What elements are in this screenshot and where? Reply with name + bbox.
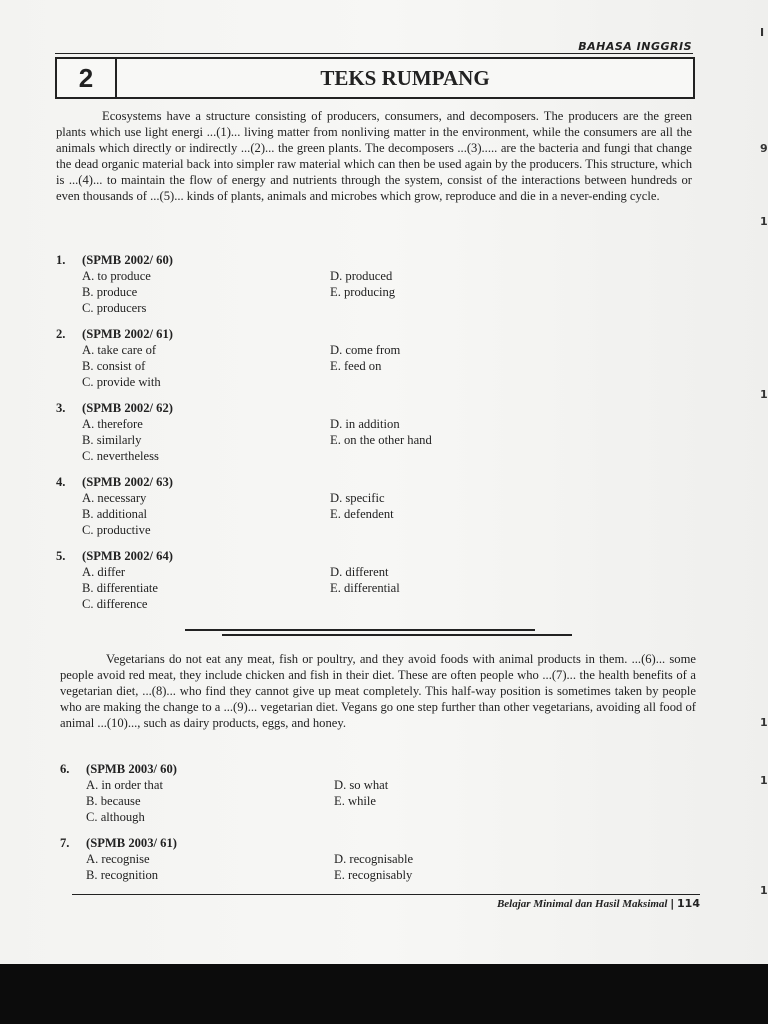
section-divider xyxy=(222,634,572,636)
edge-mark: 1 xyxy=(760,215,768,228)
answer-option: C. producers xyxy=(82,301,147,315)
question-source: (SPMB 2002/ 60) xyxy=(82,253,173,267)
footer-rule xyxy=(72,894,700,895)
answer-option: C. difference xyxy=(82,597,148,611)
edge-mark: 1 xyxy=(760,716,768,729)
answer-option: E. producing xyxy=(330,285,396,299)
question-number: 4. xyxy=(56,475,66,489)
reading-passage-1: Ecosystems have a structure consisting of producers, consumers, and decomposers. The producers are the green plants which use light energi ...(1)... living matter from nonliving matter in the environment, while the consumers are all the animals which directly or indirectly ...(2)... the green plants. The decomposers ...(3)..... are the bacteria and fungi that change the dead organic material back into simpler raw material which can then be used again by the producers. This structure, which is ...(4)... to maintain the flow of energy and nutrients through the system, consist of the interactions between hundreds or even thousands of ...(5)... kinds of plants, animals and microbes which grow, reproduce and die in a never-ending cycle. xyxy=(56,109,692,203)
chapter-number: 2 xyxy=(57,59,117,97)
answer-option: B. differentiate xyxy=(82,581,158,595)
question-item xyxy=(56,548,616,612)
answer-option: D. come from xyxy=(330,343,401,357)
answer-option: D. so what xyxy=(334,778,389,792)
question-source: (SPMB 2002/ 64) xyxy=(82,549,173,563)
answer-option: A. recognise xyxy=(86,852,150,866)
answer-option: E. feed on xyxy=(330,359,382,373)
answer-option: B. similarly xyxy=(82,433,142,447)
question-source: (SPMB 2002/ 62) xyxy=(82,401,173,415)
answer-option: E. differential xyxy=(330,581,400,595)
question-number: 6. xyxy=(60,762,70,776)
answer-option: B. because xyxy=(86,794,141,808)
question-number: 1. xyxy=(56,253,66,267)
answer-option: D. recognisable xyxy=(334,852,414,866)
scan-bottom-band xyxy=(0,964,768,1024)
chapter-heading-box xyxy=(55,57,695,99)
answer-option: E. defendent xyxy=(330,507,394,521)
subject-header: BAHASA INGGRIS xyxy=(578,40,692,53)
question-item xyxy=(56,252,616,316)
answer-option: B. consist of xyxy=(82,359,146,373)
answer-option: E. while xyxy=(334,794,376,808)
answer-option: C. nevertheless xyxy=(82,449,159,463)
question-source: (SPMB 2003/ 61) xyxy=(86,836,177,850)
answer-option: D. in addition xyxy=(330,417,400,431)
question-source: (SPMB 2003/ 60) xyxy=(86,762,177,776)
answer-option: A. to produce xyxy=(82,269,151,283)
question-source: (SPMB 2002/ 63) xyxy=(82,475,173,489)
answer-option: D. specific xyxy=(330,491,385,505)
answer-option: A. necessary xyxy=(82,491,147,505)
question-item xyxy=(60,761,620,825)
footer-separator: | xyxy=(670,897,675,910)
reading-passage-2: Vegetarians do not eat any meat, fish or poultry, and they avoid foods with animal products in them. ...(6)... some people avoid red meat, they include chicken and fish in their diet. These are often people who ...(7)... the health benefits of a vegetarian diet, ...(8)... who find they cannot give up meat completely. This half-way position is sometimes taken by people who are making the change to a ...(9)... vegetarian diet. Vegans go one step further than other vegetarians, avoiding all food of animal ...(10)..., such as dairy products, eggs, and honey. xyxy=(60,652,696,730)
edge-mark: I xyxy=(760,26,765,39)
answer-option: B. additional xyxy=(82,507,148,521)
answer-option: A. in order that xyxy=(86,778,163,792)
edge-mark: 1 xyxy=(760,774,768,787)
question-number: 7. xyxy=(60,836,70,850)
chapter-title: TEKS RUMPANG xyxy=(320,65,490,90)
question-item xyxy=(56,400,616,464)
question-number: 5. xyxy=(56,549,66,563)
footer-slogan: Belajar Minimal dan Hasil Maksimal xyxy=(496,898,668,910)
answer-option: A. therefore xyxy=(82,417,143,431)
question-source: (SPMB 2002/ 61) xyxy=(82,327,173,341)
answer-option: A. differ xyxy=(82,565,126,579)
edge-mark: 1 xyxy=(760,388,768,401)
answer-option: C. productive xyxy=(82,523,151,537)
answer-option: A. take care of xyxy=(82,343,157,357)
answer-option: D. produced xyxy=(330,269,393,283)
question-number: 3. xyxy=(56,401,66,415)
question-item xyxy=(56,474,616,538)
answer-option: D. different xyxy=(330,565,389,579)
header-rule xyxy=(55,53,693,54)
answer-option: E. recognisably xyxy=(334,868,413,882)
question-item xyxy=(56,326,616,390)
answer-option: B. recognition xyxy=(86,868,159,882)
answer-option: B. produce xyxy=(82,285,138,299)
page-footer xyxy=(497,897,700,910)
question-item xyxy=(60,835,620,883)
answer-option: C. although xyxy=(86,810,145,824)
question-number: 2. xyxy=(56,327,66,341)
answer-option: C. provide with xyxy=(82,375,161,389)
page-number: 114 xyxy=(677,897,700,910)
edge-mark: 1 xyxy=(760,884,768,897)
section-divider xyxy=(185,629,535,631)
edge-mark: 9 xyxy=(760,142,768,155)
answer-option: E. on the other hand xyxy=(330,433,432,447)
